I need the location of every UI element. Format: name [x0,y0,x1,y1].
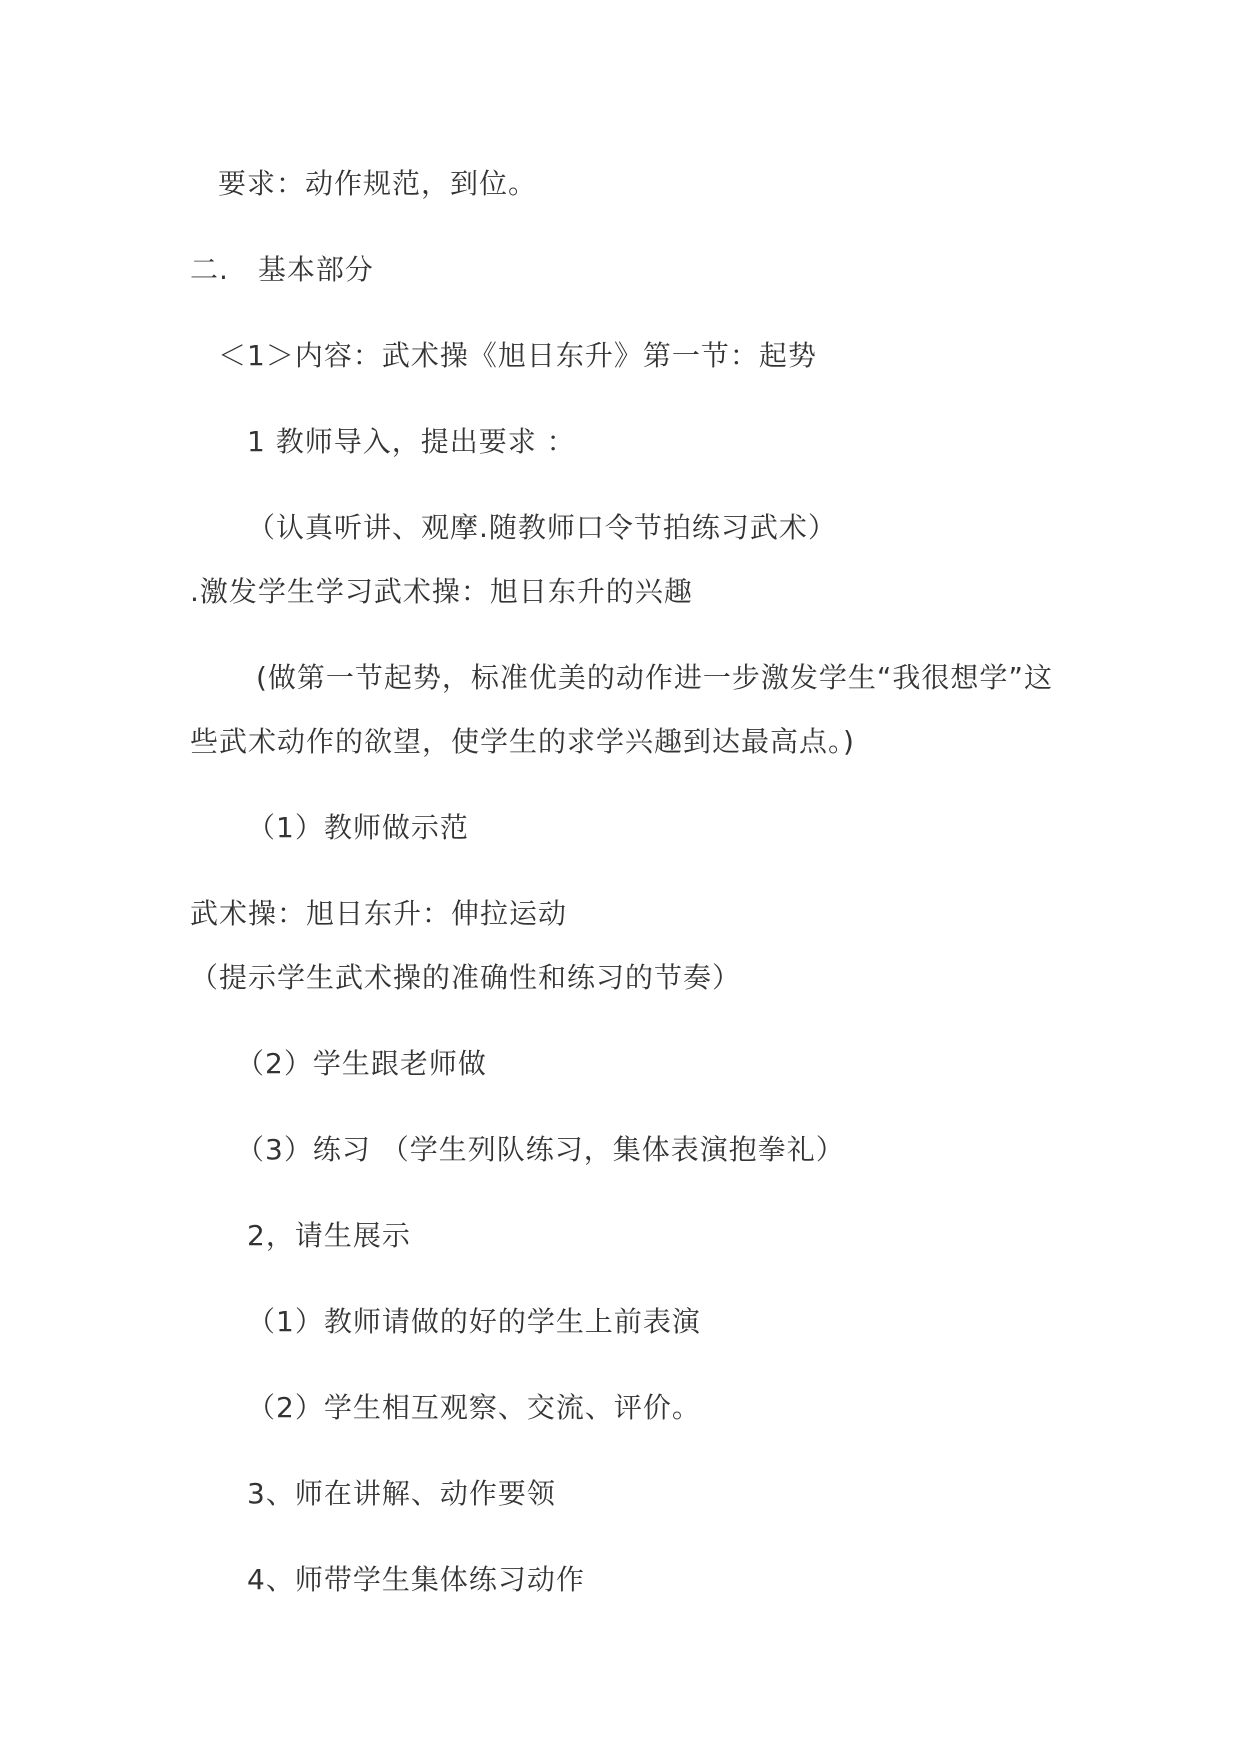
show-substep-2-line: （2）学生相互观察、交流、评价。 [247,1391,701,1424]
stretch-line: 武术操：旭日东升：伸拉运动 [190,897,568,930]
content-line-1: ＜1＞内容：武术操《旭日东升》第一节：起势 [218,339,817,372]
section-heading-basic: 二. 基本部分 [190,253,374,286]
requirement-line: 要求：动作规范，到位。 [218,167,538,200]
step-4-line: 4、师带学生集体练习动作 [247,1563,585,1596]
substep-2-line: （2）学生跟老师做 [236,1047,487,1080]
interest-line: .激发学生学习武术操：旭日东升的兴趣 [190,575,693,608]
substep-1-line: （1）教师做示范 [247,811,469,844]
hint-line: （提示学生武术操的准确性和练习的节奏） [190,961,742,994]
step-2-line: 2，请生展示 [247,1219,411,1252]
note-line-1: （认真听讲、观摩.随教师口令节拍练习武术） [247,511,837,544]
paragraph-line-2: 些武术动作的欲望，使学生的求学兴趣到达最高点。) [190,725,855,758]
step-3-line: 3、师在讲解、动作要领 [247,1477,556,1510]
substep-3-line: （3）练习 （学生列队练习，集体表演抱拳礼） [236,1133,845,1166]
paragraph-line-1: (做第一节起势，标准优美的动作进一步激发学生“我很想学”这 [256,661,1053,694]
step-1-line: 1 教师导入，提出要求 ： [247,425,576,458]
show-substep-1-line: （1）教师请做的好的学生上前表演 [247,1305,701,1338]
